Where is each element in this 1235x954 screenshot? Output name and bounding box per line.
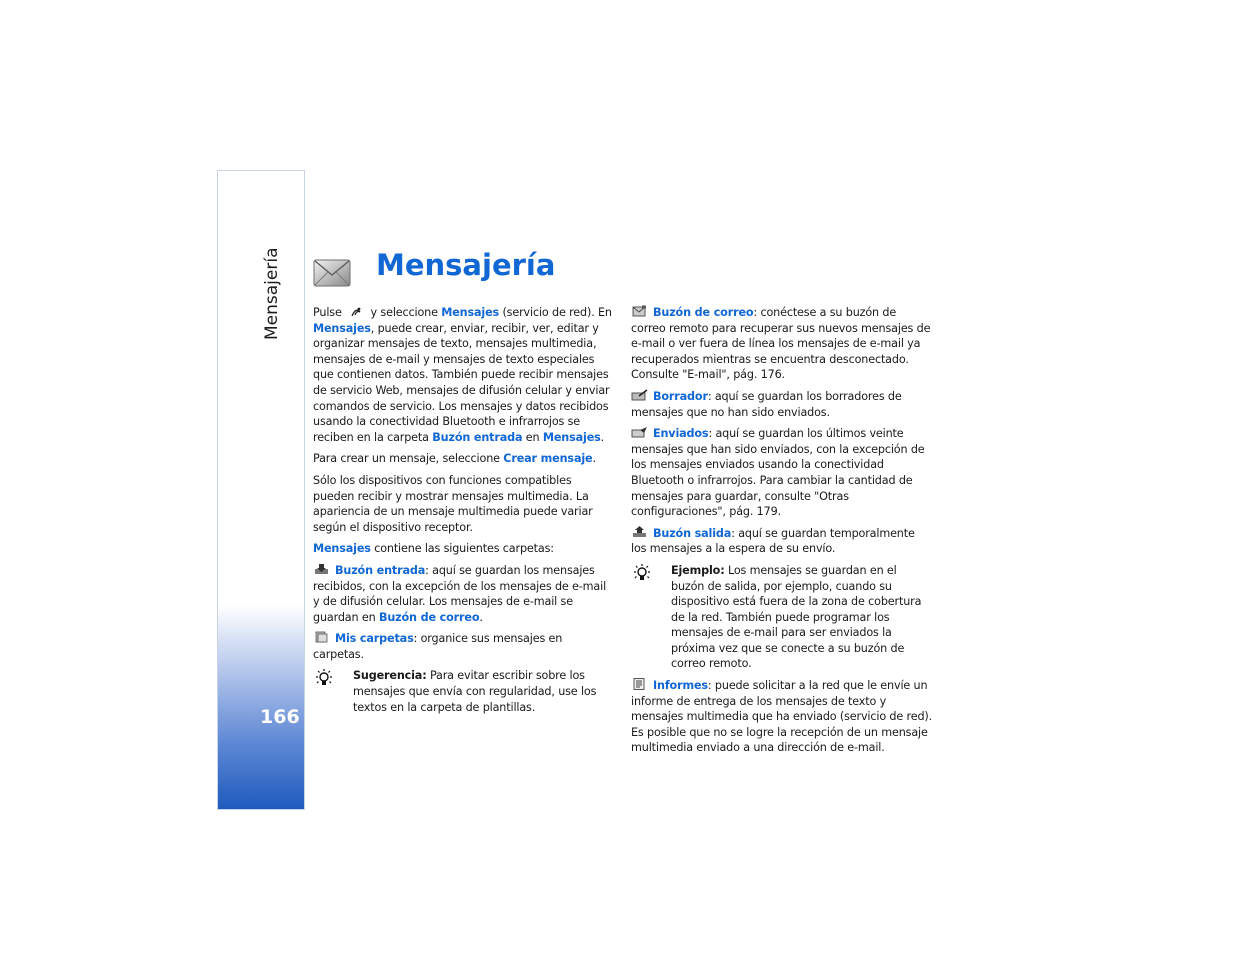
folder-icon [313,631,330,643]
example-label: Ejemplo: [671,563,725,577]
term-buzon-correo: Buzón de correo [378,610,480,624]
reports-icon [631,678,648,690]
term-enviados: Enviados [653,427,709,441]
term-mensajes: Mensajes [313,542,371,556]
create-text: . [592,452,596,466]
folders-intro-paragraph [313,541,613,557]
intro-text: y seleccione [370,306,438,319]
my-folders-description: : organice sus mensajes en carpetas. [313,632,563,661]
mailbox-item [631,305,933,383]
tip-label: Sugerencia: [353,669,427,683]
drafts-description: : aquí se guardan los borradores de mensajes que no han sido enviados. [631,389,902,419]
term-buzon-entrada: Buzón entrada [335,563,426,577]
sent-description: : aquí se guardan los últimos veinte mensajes que han sido enviados, con la excepción de los mensajes enviados usando la conectividad Bluetooth o infrarrojos. Para cambiar la cantidad de mensajes para guardar, consulte "Otras configuraciones", pág. 179. [631,427,925,519]
lightbulb-icon [313,668,335,688]
outbox-item [631,526,933,557]
example-text: Los mensajes se guardan en el buzón de salida, por ejemplo, cuando su dispositivo está fuera de la zona de cobertura de la red. También puede programar los mensajes de e-mail para ser enviados la próxima vez que se conecte a su buzón de correo remoto. [671,563,922,671]
term-borrador: Borrador [653,389,708,403]
chapter-tab-title: Mensajería [262,247,282,340]
term-buzon-correo: Buzón de correo [653,306,754,319]
tip-box [313,668,613,715]
example-box [631,563,933,672]
intro-text: . [600,430,605,444]
inbox-description: . [479,610,483,624]
term-informes: Informes [653,679,708,693]
my-folders-item [313,631,613,662]
compatibility-paragraph: Sólo los dispositivos con funciones compatibles pueden recibir y mostrar mensajes multimedia. La apariencia de un mensaje multimedia puede variar según el dispositivo receptor. [313,473,593,534]
folders-intro-text: contiene las siguientes carpetas: [374,542,554,556]
left-column [313,305,613,721]
sent-item [631,426,933,520]
menu-key-icon [349,306,363,318]
outbox-description: : aquí se guardan temporalmente los mensajes a la espera de su envío. [631,526,915,556]
mailbox-icon [631,305,648,317]
term-mensajes: Mensajes [441,306,500,319]
create-message-paragraph [313,451,613,467]
term-mis-carpetas: Mis carpetas [335,632,414,646]
drafts-item [631,389,933,420]
reports-description: : puede solicitar a la red que le envíe un informe de entrega de los mensajes de texto y mensajes multimedia que ha enviado (servicio de red). Es posible que no se logre la recepción de un mensaje multimedia enviado a una dirección de e-mail. [631,679,933,755]
create-text: Para crear un mensaje, seleccione [313,452,500,466]
term-buzon-salida: Buzón salida [653,526,732,540]
term-crear-mensaje: Crear mensaje [503,452,593,466]
intro-text: en [525,430,540,444]
intro-text: Pulse [313,306,342,319]
mailbox-description: : conéctese a su buzón de correo remoto para recuperar sus nuevos mensajes de e-mail o ver fuera de línea los mensajes de e-mail ya recuperados mientras se encuentra desconectado. Consulte "E-mail", pág. 176. [631,306,931,382]
inbox-description: : aquí se guardan los mensajes recibidos, con la excepción de los mensajes de e-mail y de difusión celular. Los mensajes de e-mail se guardan en [313,563,607,624]
page-title: Mensajería [376,248,556,282]
tip-text: Para evitar escribir sobre los mensajes que envía con regularidad, use los textos en la carpeta de plantillas. [353,669,597,714]
intro-text: (servicio de red). En [502,306,612,319]
sent-icon [631,426,648,438]
reports-item [631,678,933,756]
inbox-icon [313,563,330,575]
drafts-icon [631,389,648,401]
inbox-item [313,563,613,625]
term-mensajes: Mensajes [313,321,371,335]
page-number: 166 [260,706,300,728]
envelope-icon [312,254,352,288]
term-mensajes: Mensajes [542,430,601,444]
right-column [631,305,933,762]
term-buzon-entrada: Buzón entrada [432,430,523,444]
intro-paragraph [313,305,613,445]
intro-text: , puede crear, enviar, recibir, ver, editar y organizar mensajes de texto, mensajes multimedia, mensajes de e-mail y mensajes de texto especiales que contienen datos. También puede recibir mensajes de servicio Web, mensajes de difusión celular y enviar comandos de servicio. Los mensajes y datos recibidos usando la conectividad Bluetooth e infrarrojos se reciben en la carpeta [313,321,610,444]
lightbulb-icon [631,563,653,583]
outbox-icon [631,526,648,538]
